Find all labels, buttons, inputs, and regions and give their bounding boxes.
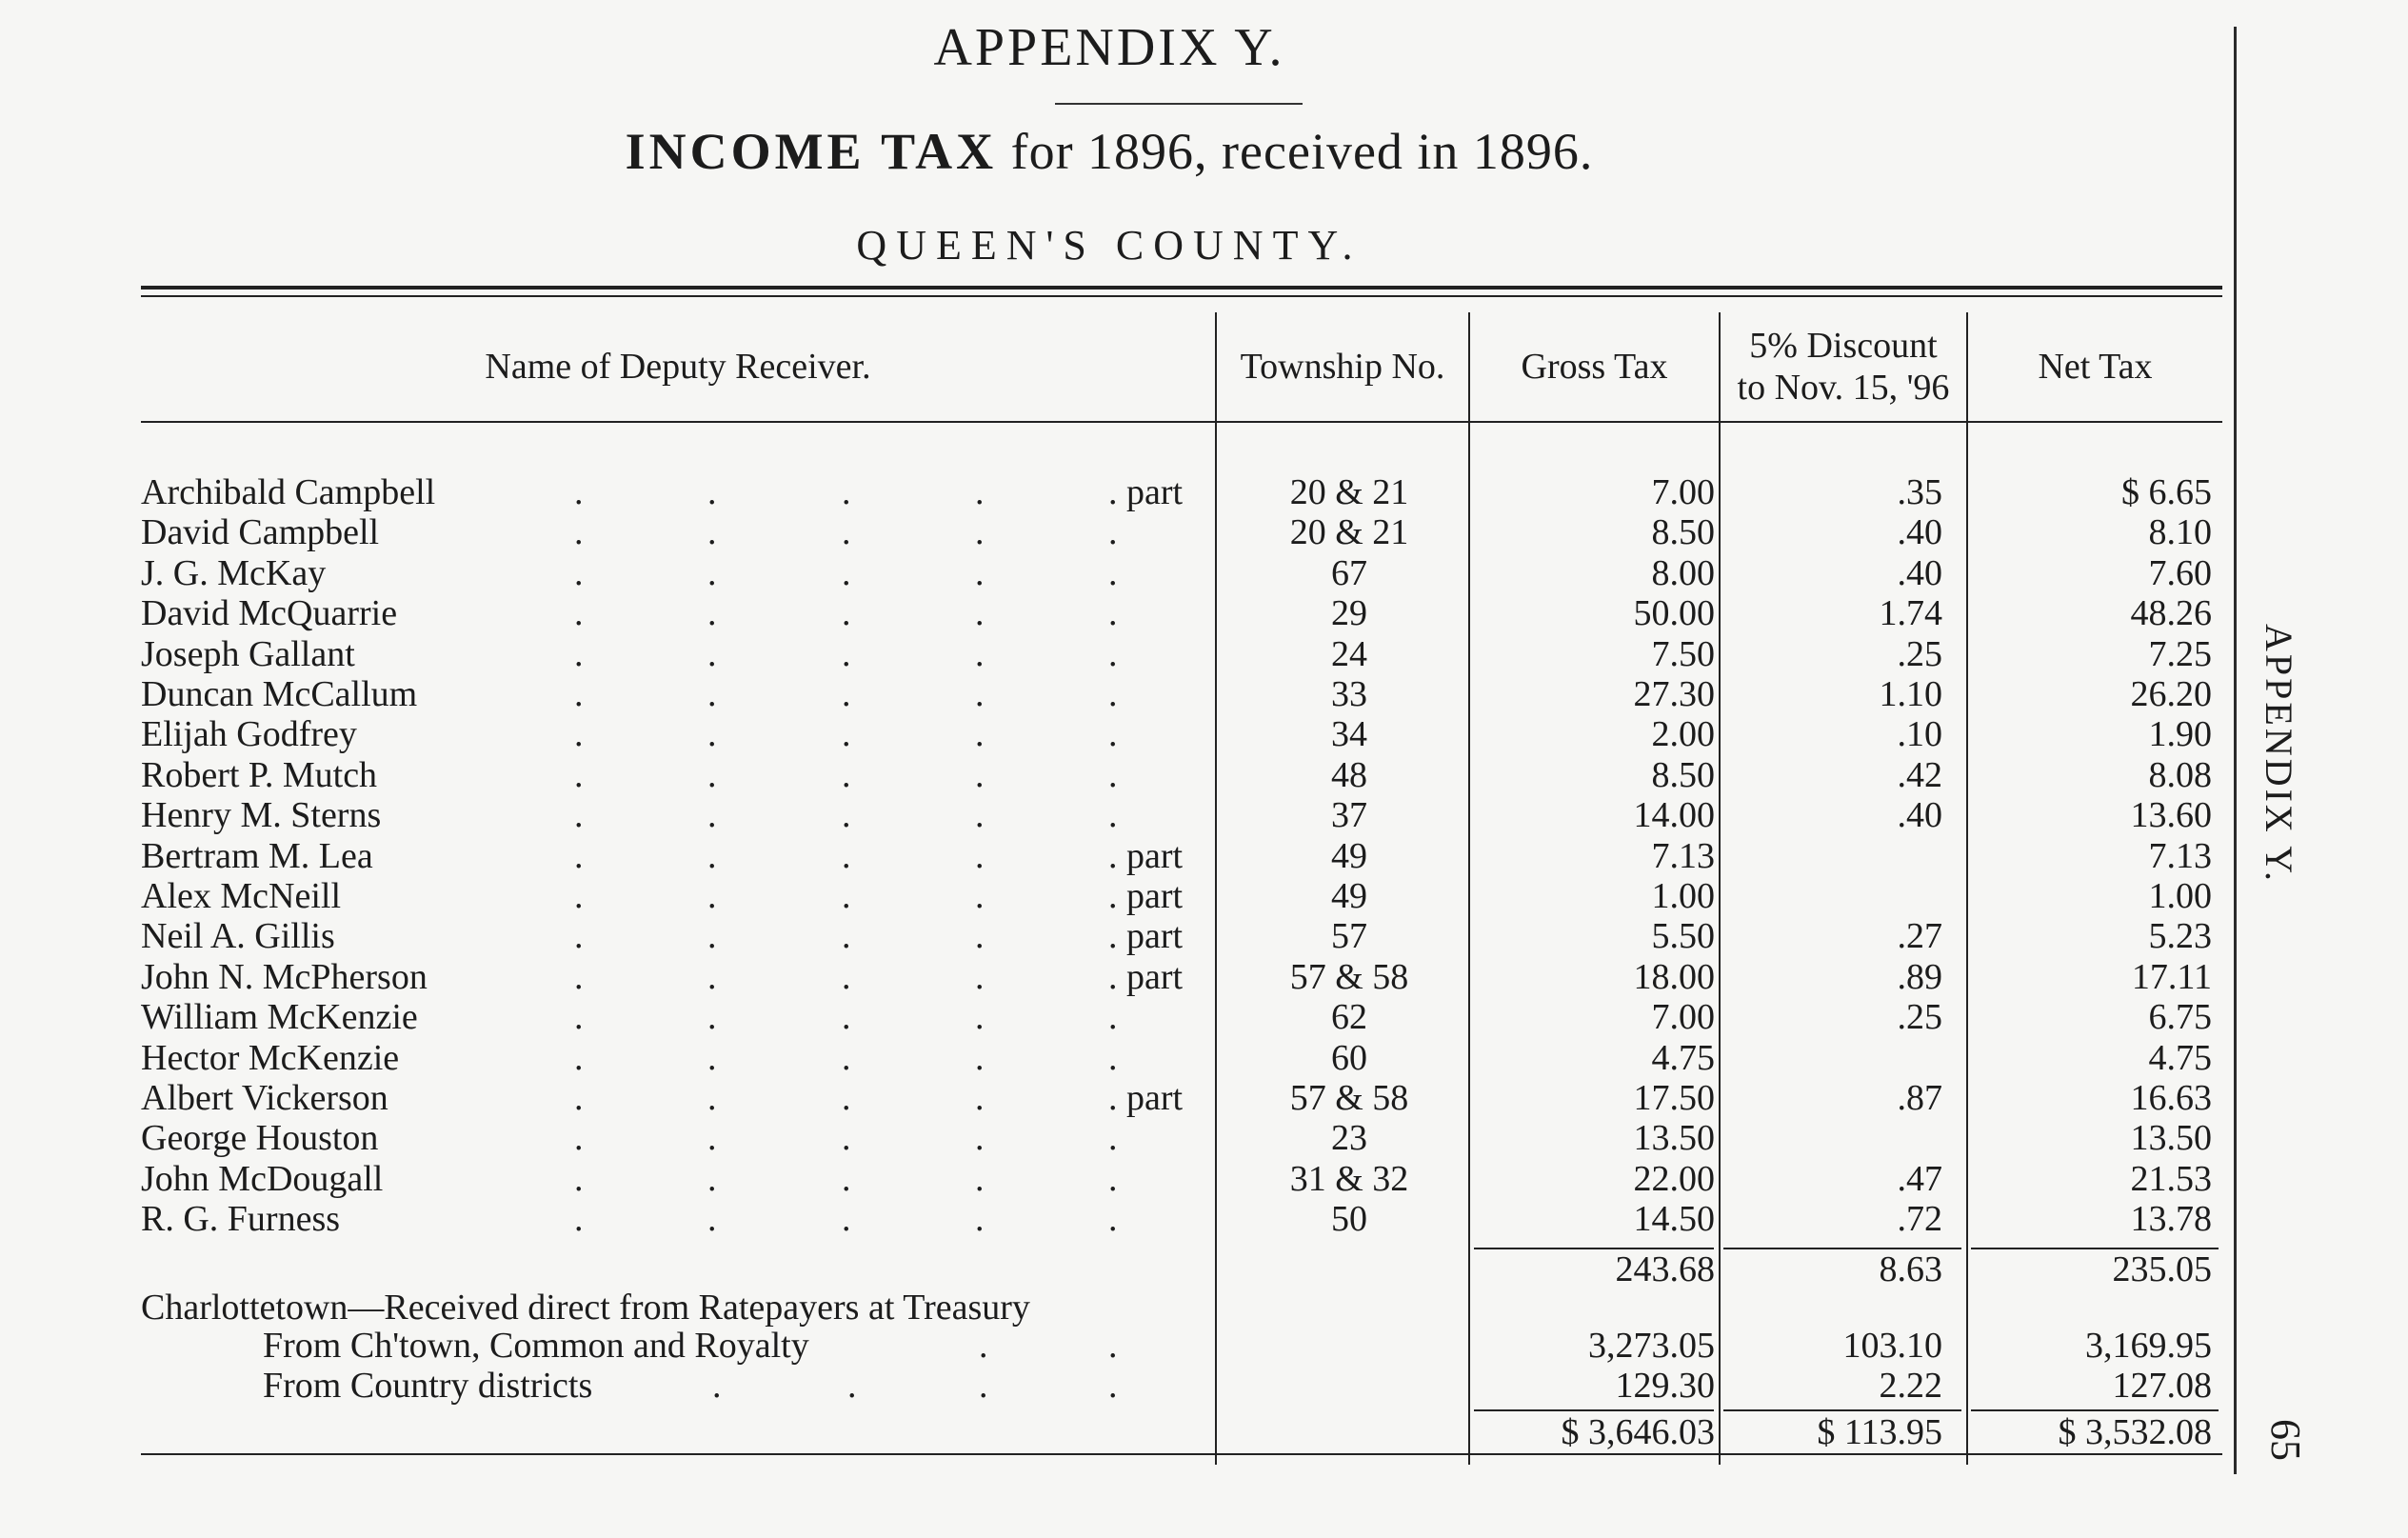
deputy-receiver-name: Bertram M. Lea — [141, 835, 373, 876]
deputy-receiver-name: Henry M. Sterns — [141, 795, 382, 836]
header-gross-tax: Gross Tax — [1521, 347, 1668, 387]
appendix-heading: APPENDIX Y. — [933, 18, 1285, 77]
net-tax-cell: 48.26 — [2130, 593, 2212, 634]
page-margin-rule — [2234, 27, 2237, 1474]
township-number: 23 — [1331, 1118, 1367, 1159]
table-row: William McKenzie . . . . . 62 7.00 .25 6.75 — [141, 997, 2212, 1038]
gross-tax-cell: 14.50 — [1633, 1199, 1715, 1240]
township-number: 20 & 21 — [1289, 472, 1409, 512]
gross-tax-cell: 8.50 — [1651, 754, 1715, 795]
charlottetown-line: From Ch'town, Common and Royalty . . 3,273.05 103.10 3,169.95 — [263, 1326, 2212, 1366]
net-tax-cell: 1.00 — [2148, 876, 2212, 916]
table-row: Elijah Godfrey . . . . . 34 2.00 .10 1.90 — [141, 714, 2212, 755]
township-number: 49 — [1331, 835, 1367, 876]
header-township: Township No. — [1240, 347, 1445, 387]
net-tax-cell: 21.53 — [2130, 1158, 2212, 1199]
part-marker: . part — [1108, 472, 1184, 512]
discount-cell: .89 — [1897, 956, 1942, 997]
deputy-receiver-name: Alex McNeill — [141, 876, 342, 916]
table-row: R. G. Furness . . . . . 50 14.50 .72 13.78 — [141, 1199, 2212, 1240]
township-number: 49 — [1331, 876, 1367, 916]
discount-cell: .35 — [1897, 472, 1942, 512]
total-rule — [1723, 1409, 1961, 1411]
township-number: 20 & 21 — [1289, 512, 1409, 553]
deputy-receiver-name: Albert Vickerson — [141, 1078, 388, 1118]
net-tax-cell: 4.75 — [2148, 1037, 2212, 1078]
part-marker: . — [1108, 1118, 1118, 1159]
county-heading: QUEEN'S COUNTY. — [856, 222, 1363, 269]
deputy-receiver-name: George Houston — [141, 1118, 379, 1159]
charlottetown-line: From Country districts . . . . 129.30 2.22 127.08 — [263, 1366, 2212, 1406]
part-marker: . — [1108, 593, 1118, 634]
net-tax-cell: 6.75 — [2148, 997, 2212, 1038]
township-number: 31 & 32 — [1289, 1158, 1409, 1199]
table-row: J. G. McKay . . . . . 67 8.00 .40 7.60 — [141, 552, 2212, 593]
grand-total-row: $ 3,646.03 $ 113.95 $ 3,532.08 — [1561, 1412, 2212, 1452]
discount-cell: .42 — [1897, 754, 1942, 795]
income-tax-table — [141, 286, 2222, 1471]
table-row: Robert P. Mutch . . . . . 48 8.50 .42 8.08 — [141, 754, 2212, 795]
table-row: Neil A. Gillis . . . . . part 57 5.50 .27 5.23 — [141, 916, 2212, 957]
table-row: David McQuarrie . . . . . 29 50.00 1.74 48.26 — [141, 593, 2212, 634]
gross-tax-cell: 13.50 — [1633, 1118, 1715, 1159]
table-row: John McDougall . . . . . 31 & 32 22.00 .47 21.53 — [141, 1158, 2212, 1199]
deputy-receiver-name: Duncan McCallum — [141, 674, 418, 714]
township-number: 60 — [1331, 1037, 1367, 1078]
discount-cell: .25 — [1897, 633, 1942, 674]
page-title-tax: INCOME TAX — [625, 123, 998, 180]
deputy-receiver-name: David Campbell — [141, 512, 380, 553]
part-marker: . — [1108, 633, 1118, 674]
gross-tax-cell: 7.00 — [1651, 472, 1715, 512]
header-bottom-rule — [141, 421, 2222, 423]
township-number: 57 — [1331, 916, 1367, 957]
table-row: John N. McPherson . . . . . part 57 & 58 18.00 .89 17.11 — [141, 956, 2212, 997]
net-tax-cell: 17.11 — [2131, 956, 2212, 997]
table-bottom-rule — [141, 1453, 2222, 1455]
deputy-receiver-name: Archibald Campbell — [141, 472, 436, 512]
gross-tax-cell: 7.13 — [1651, 835, 1715, 876]
total-rule — [1971, 1409, 2219, 1411]
net-tax-cell: 7.25 — [2148, 633, 2212, 674]
discount-cell: 1.74 — [1879, 593, 1942, 634]
discount-cell: 1.10 — [1879, 674, 1942, 714]
table-row: Joseph Gallant . . . . . 24 7.50 .25 7.25 — [141, 633, 2212, 674]
page-number: 65 — [2262, 1419, 2309, 1461]
side-appendix-label: APPENDIX Y. — [2258, 624, 2300, 885]
deputy-receiver-name: John N. McPherson — [141, 956, 428, 997]
deputy-receiver-name: R. G. Furness — [141, 1199, 341, 1240]
page-title-year: for 1896, received in 1896. — [997, 123, 1594, 180]
deputy-receiver-name: Neil A. Gillis — [141, 916, 335, 957]
part-marker: . — [1108, 795, 1118, 836]
part-marker: . part — [1108, 956, 1184, 997]
discount-cell: .27 — [1897, 916, 1942, 957]
gross-tax-cell: 4.75 — [1651, 1037, 1715, 1078]
net-tax-cell: 13.78 — [2130, 1199, 2212, 1240]
township-number: 62 — [1331, 997, 1367, 1038]
deputy-receiver-name: Hector McKenzie — [141, 1037, 400, 1078]
page-title — [0, 122, 2219, 181]
net-tax-cell: 26.20 — [2130, 674, 2212, 714]
discount-cell: .40 — [1897, 552, 1942, 593]
gross-tax-cell: 27.30 — [1633, 674, 1715, 714]
township-number: 34 — [1331, 714, 1367, 755]
part-marker: . — [1108, 997, 1118, 1038]
discount-cell: .40 — [1897, 795, 1942, 836]
gross-tax-cell: 8.50 — [1651, 512, 1715, 553]
township-number: 37 — [1331, 795, 1367, 836]
net-tax-cell: 1.90 — [2148, 714, 2212, 755]
township-number: 24 — [1331, 633, 1367, 674]
part-marker: . — [1108, 714, 1118, 755]
net-tax-cell: $ 6.65 — [2121, 472, 2212, 512]
deputy-receiver-name: John McDougall — [141, 1158, 384, 1199]
township-number: 50 — [1331, 1199, 1367, 1240]
part-marker: . part — [1108, 876, 1184, 916]
header-discount: 5% Discount to Nov. 15, '96 — [1737, 326, 1950, 408]
gross-tax-cell: 1.00 — [1651, 876, 1715, 916]
part-marker: . — [1108, 552, 1118, 593]
deputy-receiver-name: Joseph Gallant — [141, 633, 355, 674]
part-marker: . — [1108, 1037, 1118, 1078]
part-marker: . part — [1108, 916, 1184, 957]
gross-tax-cell: 5.50 — [1651, 916, 1715, 957]
net-tax-cell: 13.50 — [2130, 1118, 2212, 1159]
gross-tax-cell: 17.50 — [1633, 1078, 1715, 1118]
discount-cell: .40 — [1897, 512, 1942, 553]
gross-tax-cell: 22.00 — [1633, 1158, 1715, 1199]
township-number: 57 & 58 — [1289, 956, 1409, 997]
deputy-receiver-name: William McKenzie — [141, 997, 418, 1038]
township-number: 48 — [1331, 754, 1367, 795]
net-tax-cell: 7.60 — [2148, 552, 2212, 593]
part-marker: . part — [1108, 1078, 1184, 1118]
deputy-receiver-name: Elijah Godfrey — [141, 714, 357, 755]
table-row: Duncan McCallum . . . . . 33 27.30 1.10 26.20 — [141, 674, 2212, 714]
township-number: 57 & 58 — [1289, 1078, 1409, 1118]
table-row: Albert Vickerson . . . . . part 57 & 58 17.50 .87 16.63 — [141, 1078, 2212, 1118]
part-marker: . — [1108, 1158, 1118, 1199]
discount-cell: .25 — [1897, 997, 1942, 1038]
part-marker: . — [1108, 674, 1118, 714]
net-tax-cell: 8.08 — [2148, 754, 2212, 795]
total-rule — [1474, 1409, 1714, 1411]
table-row: Archibald Campbell . . . . . part 20 & 21 7.00 .35 $ 6.65 — [141, 472, 2212, 512]
deputy-receiver-name: David McQuarrie — [141, 593, 398, 634]
table-top-rule-thin — [141, 295, 2222, 297]
township-number: 33 — [1331, 674, 1367, 714]
discount-cell: .47 — [1897, 1158, 1942, 1199]
header-name: Name of Deputy Receiver. — [485, 347, 871, 387]
discount-cell: .10 — [1897, 714, 1942, 755]
part-marker: . part — [1108, 835, 1184, 876]
part-marker: . — [1108, 1199, 1118, 1240]
net-tax-cell: 7.13 — [2148, 835, 2212, 876]
table-row: Alex McNeill . . . . . part 49 1.00 1.00 — [141, 876, 2212, 916]
table-row: Bertram M. Lea . . . . . part 49 7.13 7.13 — [141, 835, 2212, 876]
township-number: 29 — [1331, 593, 1367, 634]
net-tax-cell: 16.63 — [2130, 1078, 2212, 1118]
gross-tax-cell: 7.00 — [1651, 997, 1715, 1038]
table-row: George Houston . . . . . 23 13.50 13.50 — [141, 1118, 2212, 1159]
part-marker: . — [1108, 512, 1118, 553]
subtotal-row: 243.68 8.63 235.05 — [1615, 1249, 2212, 1289]
charlottetown-heading-row — [141, 1288, 2222, 1328]
discount-cell: .87 — [1897, 1078, 1942, 1118]
gross-tax-cell: 7.50 — [1651, 633, 1715, 674]
gross-tax-cell: 14.00 — [1633, 795, 1715, 836]
net-tax-cell: 5.23 — [2148, 916, 2212, 957]
header-net-tax: Net Tax — [2038, 347, 2153, 387]
gross-tax-cell: 8.00 — [1651, 552, 1715, 593]
table-row: David Campbell . . . . . 20 & 21 8.50 .40 8.10 — [141, 512, 2212, 553]
gross-tax-cell: 2.00 — [1651, 714, 1715, 755]
net-tax-cell: 13.60 — [2130, 795, 2212, 836]
table-top-rule — [141, 286, 2222, 290]
township-number: 67 — [1331, 552, 1367, 593]
discount-cell: .72 — [1897, 1199, 1942, 1240]
title-divider — [1055, 103, 1303, 105]
net-tax-cell: 8.10 — [2148, 512, 2212, 553]
table-row: Hector McKenzie . . . . . 60 4.75 4.75 — [141, 1037, 2212, 1078]
deputy-receiver-name: J. G. McKay — [141, 552, 327, 593]
part-marker: . — [1108, 754, 1118, 795]
gross-tax-cell: 18.00 — [1633, 956, 1715, 997]
deputy-receiver-name: Robert P. Mutch — [141, 754, 378, 795]
charlottetown-heading: Charlottetown—Received direct from Ratepayers at Treasury — [141, 1288, 1030, 1328]
table-row: Henry M. Sterns . . . . . 37 14.00 .40 13.60 — [141, 795, 2212, 836]
gross-tax-cell: 50.00 — [1633, 593, 1715, 634]
